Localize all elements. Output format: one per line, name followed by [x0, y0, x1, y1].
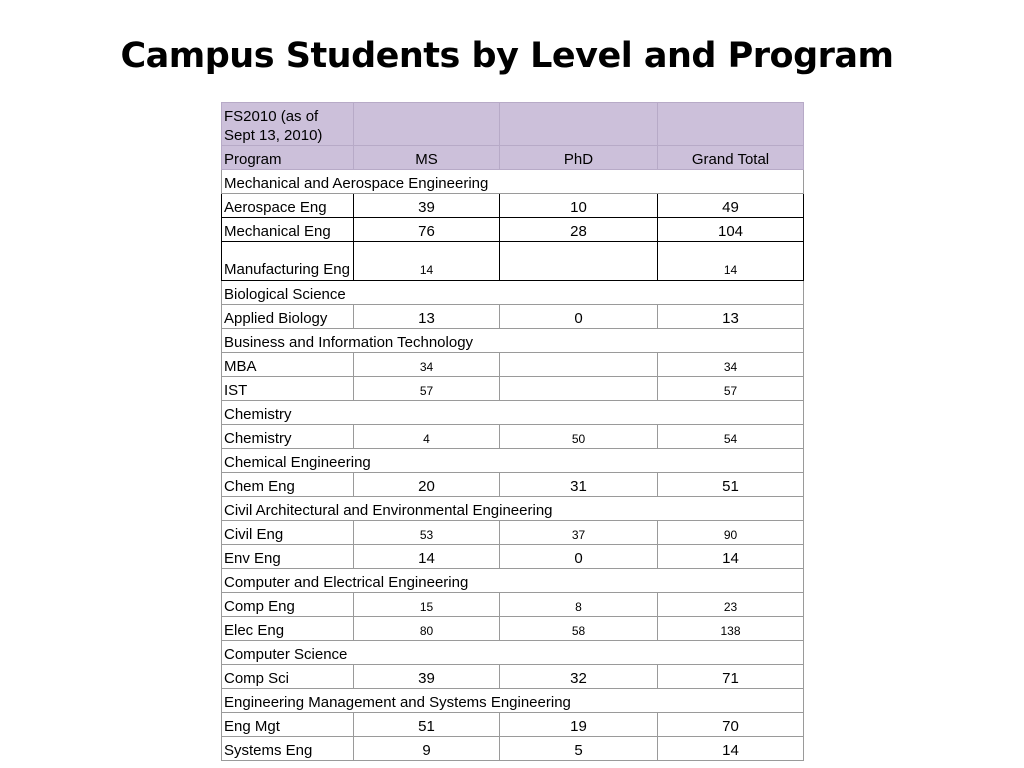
cell-ms: 34 — [354, 353, 500, 377]
cell-phd: 10 — [500, 194, 658, 218]
cell-ms: 14 — [354, 545, 500, 569]
table-row — [222, 473, 804, 497]
group-name: Civil Architectural and Environmental Engineering — [222, 497, 804, 521]
table-row — [222, 218, 804, 242]
group-row — [222, 401, 804, 425]
cell-total: 14 — [658, 737, 804, 761]
cell-program: Chem Eng — [222, 473, 354, 497]
cell-program: Chemistry — [222, 425, 354, 449]
cell-program: Eng Mgt — [222, 713, 354, 737]
cell-phd: 0 — [500, 305, 658, 329]
cell-total: 57 — [658, 377, 804, 401]
table-row — [222, 593, 804, 617]
header-phd: PhD — [500, 146, 658, 170]
group-name: Computer Science — [222, 641, 804, 665]
cell-ms: 76 — [354, 218, 500, 242]
header-program: Program — [222, 146, 354, 170]
table-row — [222, 665, 804, 689]
cell-total: 14 — [658, 545, 804, 569]
cell-ms: 13 — [354, 305, 500, 329]
caption-row — [222, 103, 804, 146]
cell-total: 13 — [658, 305, 804, 329]
table-caption: FS2010 (as of Sept 13, 2010) — [222, 103, 354, 146]
cell-total: 138 — [658, 617, 804, 641]
cell-program: Comp Eng — [222, 593, 354, 617]
table-row — [222, 242, 804, 281]
group-name: Business and Information Technology — [222, 329, 804, 353]
cell-total: 90 — [658, 521, 804, 545]
cell-ms: 9 — [354, 737, 500, 761]
cell-total: 49 — [658, 194, 804, 218]
cell-phd — [500, 377, 658, 401]
group-name: Engineering Management and Systems Engineering — [222, 689, 804, 713]
cell-program: Systems Eng — [222, 737, 354, 761]
cell-program: Aerospace Eng — [222, 194, 354, 218]
cell-phd: 5 — [500, 737, 658, 761]
table-row — [222, 353, 804, 377]
cell-ms: 51 — [354, 713, 500, 737]
cell-phd: 32 — [500, 665, 658, 689]
cell-total: 70 — [658, 713, 804, 737]
cell-phd: 37 — [500, 521, 658, 545]
group-name: Chemical Engineering — [222, 449, 804, 473]
cell-program: Mechanical Eng — [222, 218, 354, 242]
cell-phd — [500, 353, 658, 377]
cell-program: Manufacturing Eng — [222, 242, 354, 281]
table-row — [222, 545, 804, 569]
table-row — [222, 617, 804, 641]
cell-program: Applied Biology — [222, 305, 354, 329]
cell-program: Elec Eng — [222, 617, 354, 641]
group-name: Chemistry — [222, 401, 804, 425]
cell-total: 51 — [658, 473, 804, 497]
cell-ms: 4 — [354, 425, 500, 449]
header-grand-total: Grand Total — [658, 146, 804, 170]
header-row — [222, 146, 804, 170]
cell-program: MBA — [222, 353, 354, 377]
cell-program: IST — [222, 377, 354, 401]
cell-ms: 80 — [354, 617, 500, 641]
header-ms: MS — [354, 146, 500, 170]
table-row — [222, 521, 804, 545]
group-row — [222, 170, 804, 194]
group-row — [222, 497, 804, 521]
cell-phd: 0 — [500, 545, 658, 569]
table-row — [222, 194, 804, 218]
table-row — [222, 377, 804, 401]
group-name: Mechanical and Aerospace Engineering — [222, 170, 804, 194]
cell-total: 54 — [658, 425, 804, 449]
cell-phd: 28 — [500, 218, 658, 242]
table-row — [222, 425, 804, 449]
cell-ms: 39 — [354, 665, 500, 689]
table-row — [222, 305, 804, 329]
table-row — [222, 713, 804, 737]
group-row — [222, 569, 804, 593]
cell-program: Comp Sci — [222, 665, 354, 689]
cell-total: 14 — [658, 242, 804, 281]
group-row — [222, 641, 804, 665]
cell-phd — [500, 242, 658, 281]
group-name: Biological Science — [222, 281, 804, 305]
group-row — [222, 449, 804, 473]
cell-ms: 15 — [354, 593, 500, 617]
slide-title: Campus Students by Level and Program — [120, 36, 894, 76]
cell-phd: 19 — [500, 713, 658, 737]
cell-ms: 57 — [354, 377, 500, 401]
table-row — [222, 737, 804, 761]
cell-program: Civil Eng — [222, 521, 354, 545]
cell-phd: 50 — [500, 425, 658, 449]
cell-phd: 58 — [500, 617, 658, 641]
enrollment-table — [221, 102, 804, 761]
cell-phd: 8 — [500, 593, 658, 617]
cell-program: Env Eng — [222, 545, 354, 569]
cell-total: 34 — [658, 353, 804, 377]
cell-ms: 53 — [354, 521, 500, 545]
cell-total: 23 — [658, 593, 804, 617]
group-row — [222, 281, 804, 305]
group-row — [222, 689, 804, 713]
cell-total: 71 — [658, 665, 804, 689]
cell-ms: 14 — [354, 242, 500, 281]
cell-phd: 31 — [500, 473, 658, 497]
cell-ms: 20 — [354, 473, 500, 497]
cell-ms: 39 — [354, 194, 500, 218]
cell-total: 104 — [658, 218, 804, 242]
group-name: Computer and Electrical Engineering — [222, 569, 804, 593]
group-row — [222, 329, 804, 353]
